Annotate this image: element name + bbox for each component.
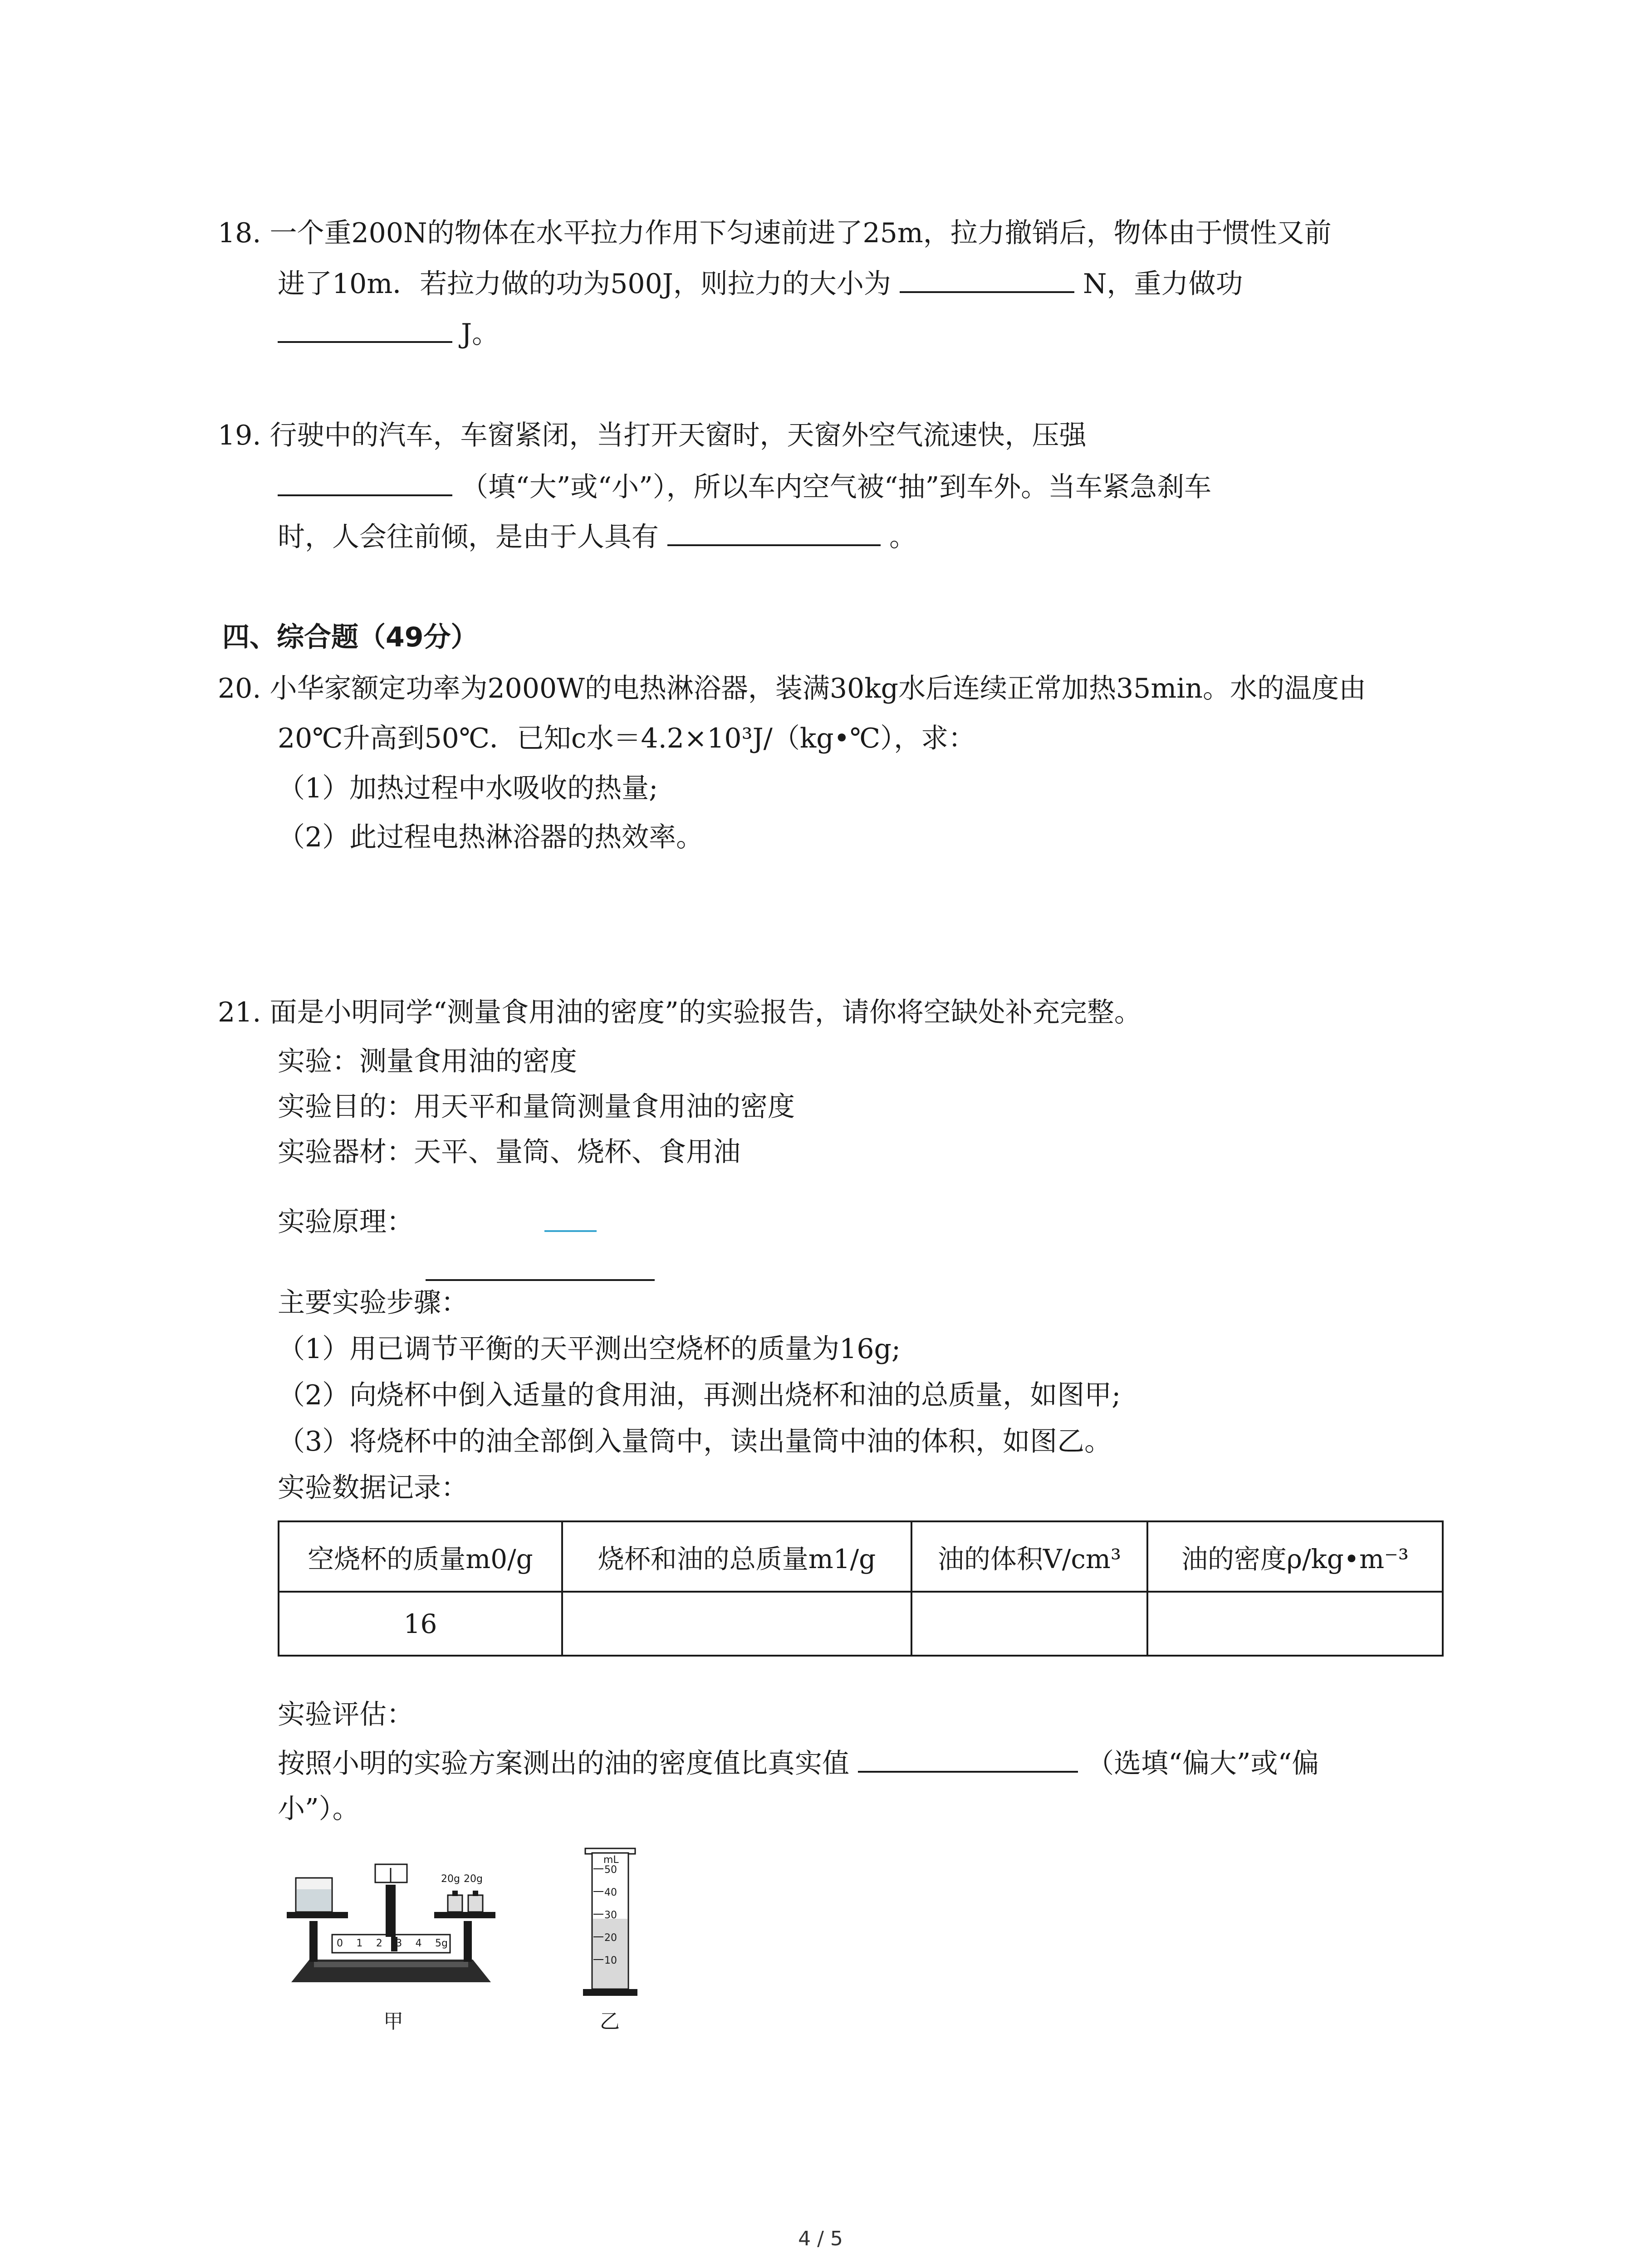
q20-line-2: 20℃升高到50℃．已知c水＝4.2×10³J/（kg•℃），求：	[278, 723, 976, 754]
q18-text-3b: J。	[461, 318, 500, 350]
section-title: 四、综合题（49分）	[222, 621, 478, 653]
table-cell-input[interactable]	[912, 1593, 1148, 1655]
q21-eval-line-1	[278, 1744, 1319, 1782]
page-number: 4 / 5	[798, 2227, 843, 2250]
cylinder-tick: 50	[604, 1864, 617, 1876]
q21-eval-blank[interactable]	[858, 1744, 1078, 1773]
scale-tick: 1	[356, 1938, 363, 1949]
balance-illustration	[278, 1846, 505, 1996]
table-header-cell: 油的体积V/cm³	[912, 1522, 1148, 1591]
q21-eval-title: 实验评估：	[278, 1699, 414, 1730]
weight-label-2: 20g	[464, 1873, 483, 1885]
q20-number: 20.	[218, 673, 261, 704]
q19-number: 19.	[218, 420, 261, 451]
q21-eval-text-1b: （选填“偏大”或“偏	[1087, 1748, 1319, 1779]
q18-answer-blank-2[interactable]	[278, 314, 452, 343]
q21-line-1	[218, 994, 1141, 1031]
q20-text-1: 小华家额定功率为2000W的电热淋浴器，装满30kg水后连续正常加热35min。水的温度由	[269, 673, 1367, 704]
scale-tick: 0	[337, 1938, 343, 1949]
table-cell-input[interactable]	[563, 1593, 912, 1655]
scale-tick: 2	[376, 1938, 382, 1949]
q18-answer-blank-1[interactable]	[900, 264, 1074, 293]
q21-purpose: 实验目的：用天平和量筒测量食用油的密度	[278, 1091, 795, 1123]
cylinder-tick: 20	[604, 1932, 617, 1944]
cylinder-unit: mL	[603, 1854, 619, 1866]
table-header-cell: 空烧杯的质量m0/g	[279, 1522, 563, 1591]
scale-tick: 5g	[435, 1938, 448, 1949]
table-header-cell: 烧杯和油的总质量m1/g	[563, 1522, 912, 1591]
q21-step-3: （3）将烧杯中的油全部倒入量筒中，读出量筒中油的体积，如图乙。	[278, 1426, 1112, 1457]
q21-eval-text-1a: 按照小明的实验方案测出的油的密度值比真实值	[278, 1748, 849, 1779]
balance-caption: 甲	[383, 2010, 403, 2033]
q21-step-2: （2）向烧杯中倒入适量的食用油，再测出烧杯和油的总质量，如图甲;	[278, 1379, 1121, 1411]
q21-eval-line-2: 小”）。	[278, 1793, 360, 1825]
q18-number: 18.	[218, 217, 261, 249]
q19-text-1: 行驶中的汽车，车窗紧闭，当打开天窗时，天窗外空气流速快，压强	[269, 420, 1087, 451]
q20-line-1	[218, 670, 1366, 707]
cylinder-caption: 乙	[600, 2010, 620, 2033]
table-header-cell: 油的密度ρ/kg•m⁻³	[1181, 1543, 1409, 1574]
table-row	[279, 1593, 1442, 1655]
table-header-row	[279, 1522, 1442, 1593]
weight-label-1: 20g	[441, 1873, 460, 1885]
q18-text-1: 一个重200N的物体在水平拉力作用下匀速前进了25m，拉力撤销后，物体由于惯性又前	[269, 217, 1332, 249]
balance-figure	[278, 1846, 505, 1996]
q19-line-3	[278, 517, 916, 555]
cylinder-tick: 30	[604, 1910, 617, 1921]
q19-answer-blank-1[interactable]	[278, 467, 452, 496]
q21-step-1: （1）用已调节平衡的天平测出空烧杯的质量为16g;	[278, 1333, 901, 1365]
q21-text-1: 面是小明同学“测量食用油的密度”的实验报告，请你将空缺处补充完整。	[269, 997, 1141, 1028]
q21-number: 21.	[218, 997, 261, 1028]
q20-sub-1: （1）加热过程中水吸收的热量;	[278, 772, 658, 804]
scale-tick: 3	[396, 1938, 402, 1949]
q18-text-2b: N，重力做功	[1083, 268, 1243, 300]
scale-tick: 4	[415, 1938, 422, 1949]
q21-equipment: 实验器材：天平、量筒、烧杯、食用油	[278, 1136, 740, 1168]
q21-principle: 实验原理：	[278, 1206, 414, 1238]
q21-record-title: 实验数据记录：	[278, 1472, 468, 1504]
q19-line-2	[278, 467, 1211, 505]
cylinder-tick: 40	[604, 1887, 617, 1898]
q19-answer-blank-2[interactable]	[667, 517, 881, 546]
q21-principle-blank[interactable]	[426, 1261, 655, 1281]
table-cell-input[interactable]	[1148, 1593, 1442, 1655]
table-cell: 16	[279, 1593, 563, 1655]
q19-text-3b: 。	[889, 521, 917, 553]
q21-steps-title: 主要实验步骤：	[278, 1287, 468, 1319]
principle-fraction-line	[544, 1230, 597, 1232]
q18-line-2	[278, 264, 1243, 302]
q19-line-1	[218, 417, 1087, 454]
q21-experiment: 实验：测量食用油的密度	[278, 1046, 577, 1077]
data-table	[278, 1520, 1444, 1657]
q18-text-2a: 进了10m．若拉力做的功为500J，则拉力的大小为	[278, 268, 891, 300]
q18-line-1	[218, 215, 1332, 251]
q19-text-2b: （填“大”或“小”），所以车内空气被“抽”到车外。当车紧急刹车	[461, 471, 1212, 503]
q18-line-3	[278, 314, 499, 352]
q19-text-3a: 时，人会往前倾，是由于人具有	[278, 521, 659, 553]
q20-sub-2: （2）此过程电热淋浴器的热效率。	[278, 821, 704, 853]
cylinder-tick: 10	[604, 1955, 617, 1966]
balance-scale-ticks	[337, 1938, 448, 1949]
cylinder-figure	[576, 1842, 644, 2000]
